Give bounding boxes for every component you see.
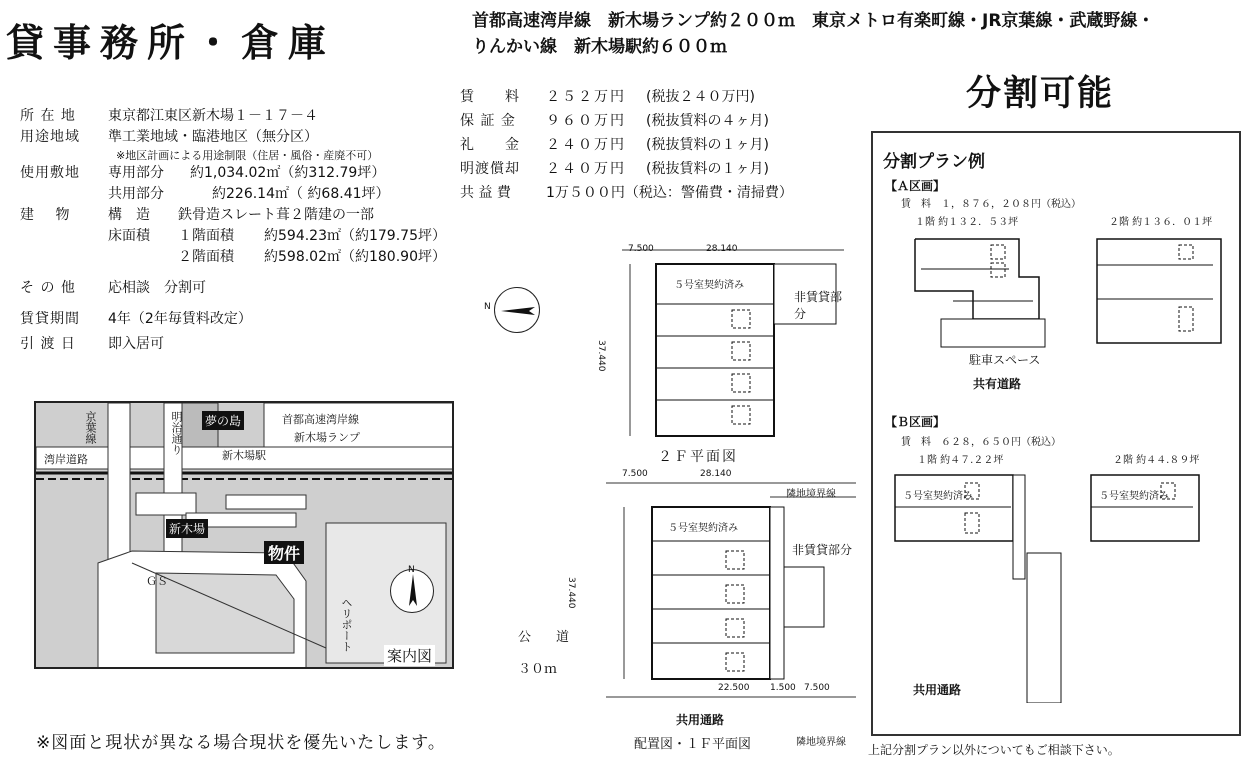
key-money-note: (税抜賃料の１ヶ月) [646,137,769,153]
deposit-note: (税抜賃料の４ヶ月) [646,113,769,129]
section-b-floor2: ２階 約４４.８９坪 [1113,455,1200,466]
rent-note: (税抜２４０万円) [646,89,755,105]
floor-plan-2f [596,244,844,444]
term-label: 賃貸期間 [20,311,80,327]
section-b-rent: 賃 料 ６２８，６５０円（税込） [901,437,1061,448]
plan-1f-dim-b: 28.140 [700,469,732,479]
location-label: 所 在 地 [20,108,76,124]
site-private-label: 専用部分 [108,165,164,181]
building-label: 建 物 [20,207,71,223]
plan-1f-dim-bottom-c: 7.500 [804,683,830,693]
plan-north-label: N [484,302,491,312]
handover-label: 引 渡 日 [20,336,76,352]
key-money-label: 礼 金 [460,137,520,153]
structure-value: 鉄骨造スレート葺２階建の一部 [178,207,374,223]
map-meiji: 明治通り [170,411,183,455]
zoning-value: 準工業地域・臨港地区（無分区） [108,129,318,145]
site-private-value: 約1,034.02㎡（約312.79坪） [190,165,386,181]
section-b-title: 【Ｂ区画】 [885,415,946,429]
site-label: 使用敷地 [20,165,80,181]
zoning-label: 用途地域 [20,129,80,145]
plan-1f-dim-bottom-b: 1.500 [770,683,796,693]
location-value: 東京都江東区新木場１－１７－４ [108,108,318,124]
amortization-value: ２４０万円 [546,161,626,177]
map-roads [36,403,454,669]
map-legend-label: 案内図 [384,645,435,666]
split-plan-panel [871,131,1241,736]
section-b-shared-road: 共用通路 [913,683,962,697]
key-money-value: ２４０万円 [546,137,626,153]
floor2-label: ２階面積 [178,249,234,265]
plan-1f-dim-bottom-a: 22.500 [718,683,750,693]
floor-plan-2f-drawing [608,244,844,444]
plan-2f-label: ２Ｆ平面図 [658,449,738,465]
plan-2f-dim-b: 28.140 [706,244,738,254]
public-road-label: 公 道 [518,630,576,645]
map-ramp: 新木場ランプ [294,431,360,444]
divisible-heading: 分割可能 [966,74,1115,114]
map-heliport: ヘリポート [340,597,353,652]
plan-1f-boundary-bottom: 隣地境界線 [796,737,846,748]
plan-north-compass [494,287,540,333]
rent-table [460,85,793,205]
map-wangan: 湾岸道路 [44,453,88,466]
other-value: 応相談 分割可 [108,280,206,296]
map-property-marker: 物件 [264,541,304,564]
rent-label: 賃 料 [460,89,520,105]
section-a-rent: 賃 料 １，８７６，２０８円（税込） [901,199,1081,210]
plan-1f-boundary-top: 隣地境界線 [786,489,836,500]
plan-2f-dim-side: 37.440 [596,340,606,372]
structure-label: 構 造 [108,207,150,223]
other-label: そ の 他 [20,280,76,296]
map-north-compass [390,569,434,613]
plan-1f-label: 配置図・１Ｆ平面図 [634,737,752,752]
rent-value: ２５２万円 [546,89,626,105]
site-shared-label: 共用部分 [108,186,164,202]
plan-2f-non-rental: 非賃貸部分 [794,290,843,321]
access-line-1: 首都高速湾岸線 新木場ランプ約２００ｍ 東京メトロ有楽町線・JR京葉線・武蔵野線・ [472,11,1155,31]
plan-1f-shared-road: 共用通路 [676,713,725,727]
map-gs: ＧＳ [146,575,168,588]
section-a-drawing [913,237,1233,377]
floor1-label: １階面積 [178,228,234,244]
public-road-width: ３０ｍ [518,662,558,677]
section-a-parking: 駐車スペース [969,353,1041,367]
zoning-note: ※地区計画による用途制限（住居・風俗・産廃不可） [116,149,379,162]
public-road [518,622,575,686]
section-b-contracted-2f: ５号室契約済み [1099,491,1169,502]
access-info [472,8,1154,60]
term-value: 4年（2年毎賃料改定） [108,311,252,327]
plan-1f-dim-a: 7.500 [622,469,648,479]
deposit-value: ９６０万円 [546,113,626,129]
section-a-floor2: ２階 約１３６．０１坪 [1109,217,1213,228]
section-b-drawing [893,473,1233,703]
floor2-value: 約598.02㎡（約180.90坪） [264,249,446,265]
plan-1f-dim-side: 37.440 [566,577,576,609]
section-b-floor1: １階 約４７.２２坪 [917,455,1004,466]
floor1-value: 約594.23㎡（約179.75坪） [264,228,446,244]
plan-1f-non-rental: 非賃貸部分 [792,543,853,557]
split-plan-footer: 上記分割プラン以外についてもご相談下さい。 [868,743,1120,757]
plan-1f-contracted: ５号室契約済み [668,523,738,534]
footer-note: ※図面と現状が異なる場合現状を優先いたします。 [36,733,446,753]
map-shinkiba: 新木場 [166,519,208,538]
page-title: 貸事務所・倉庫 [6,20,336,65]
section-a-floor1: １階 約１３２．５３坪 [915,217,1019,228]
deposit-label: 保 証 金 [460,113,516,129]
plan-2f-contracted: ５号室契約済み [674,280,744,291]
section-a-shared-road: 共有道路 [973,377,1022,391]
property-details [20,106,446,355]
map-yumenoshima: 夢の島 [202,411,244,430]
map-station: 新木場駅 [222,449,266,462]
map-keiyo: 京葉線 [84,411,97,444]
plan-2f-dim-a: 7.500 [628,244,654,254]
location-map [34,401,454,669]
site-shared-value: 約226.14㎡（ 約68.41坪） [212,186,390,202]
handover-value: 即入居可 [108,336,164,352]
section-a-title: 【Ａ区画】 [885,179,946,193]
common-fee-value: 1万５００円（税込：警備費・清掃費） [546,185,793,201]
map-expressway: 首都高速湾岸線 [282,413,359,426]
amortization-note: (税抜賃料の１ヶ月) [646,161,769,177]
amortization-label: 明渡償却 [460,161,520,177]
access-line-2: りんかい線 新木場駅約６００ｍ [472,37,727,57]
common-fee-label: 共 益 費 [460,185,511,201]
map-north-label: N [408,565,415,575]
section-b-contracted-1f: ５号室契約済み [903,491,973,502]
split-plan-heading: 分割プラン例 [883,152,985,172]
floor-area-label: 床面積 [108,228,150,244]
